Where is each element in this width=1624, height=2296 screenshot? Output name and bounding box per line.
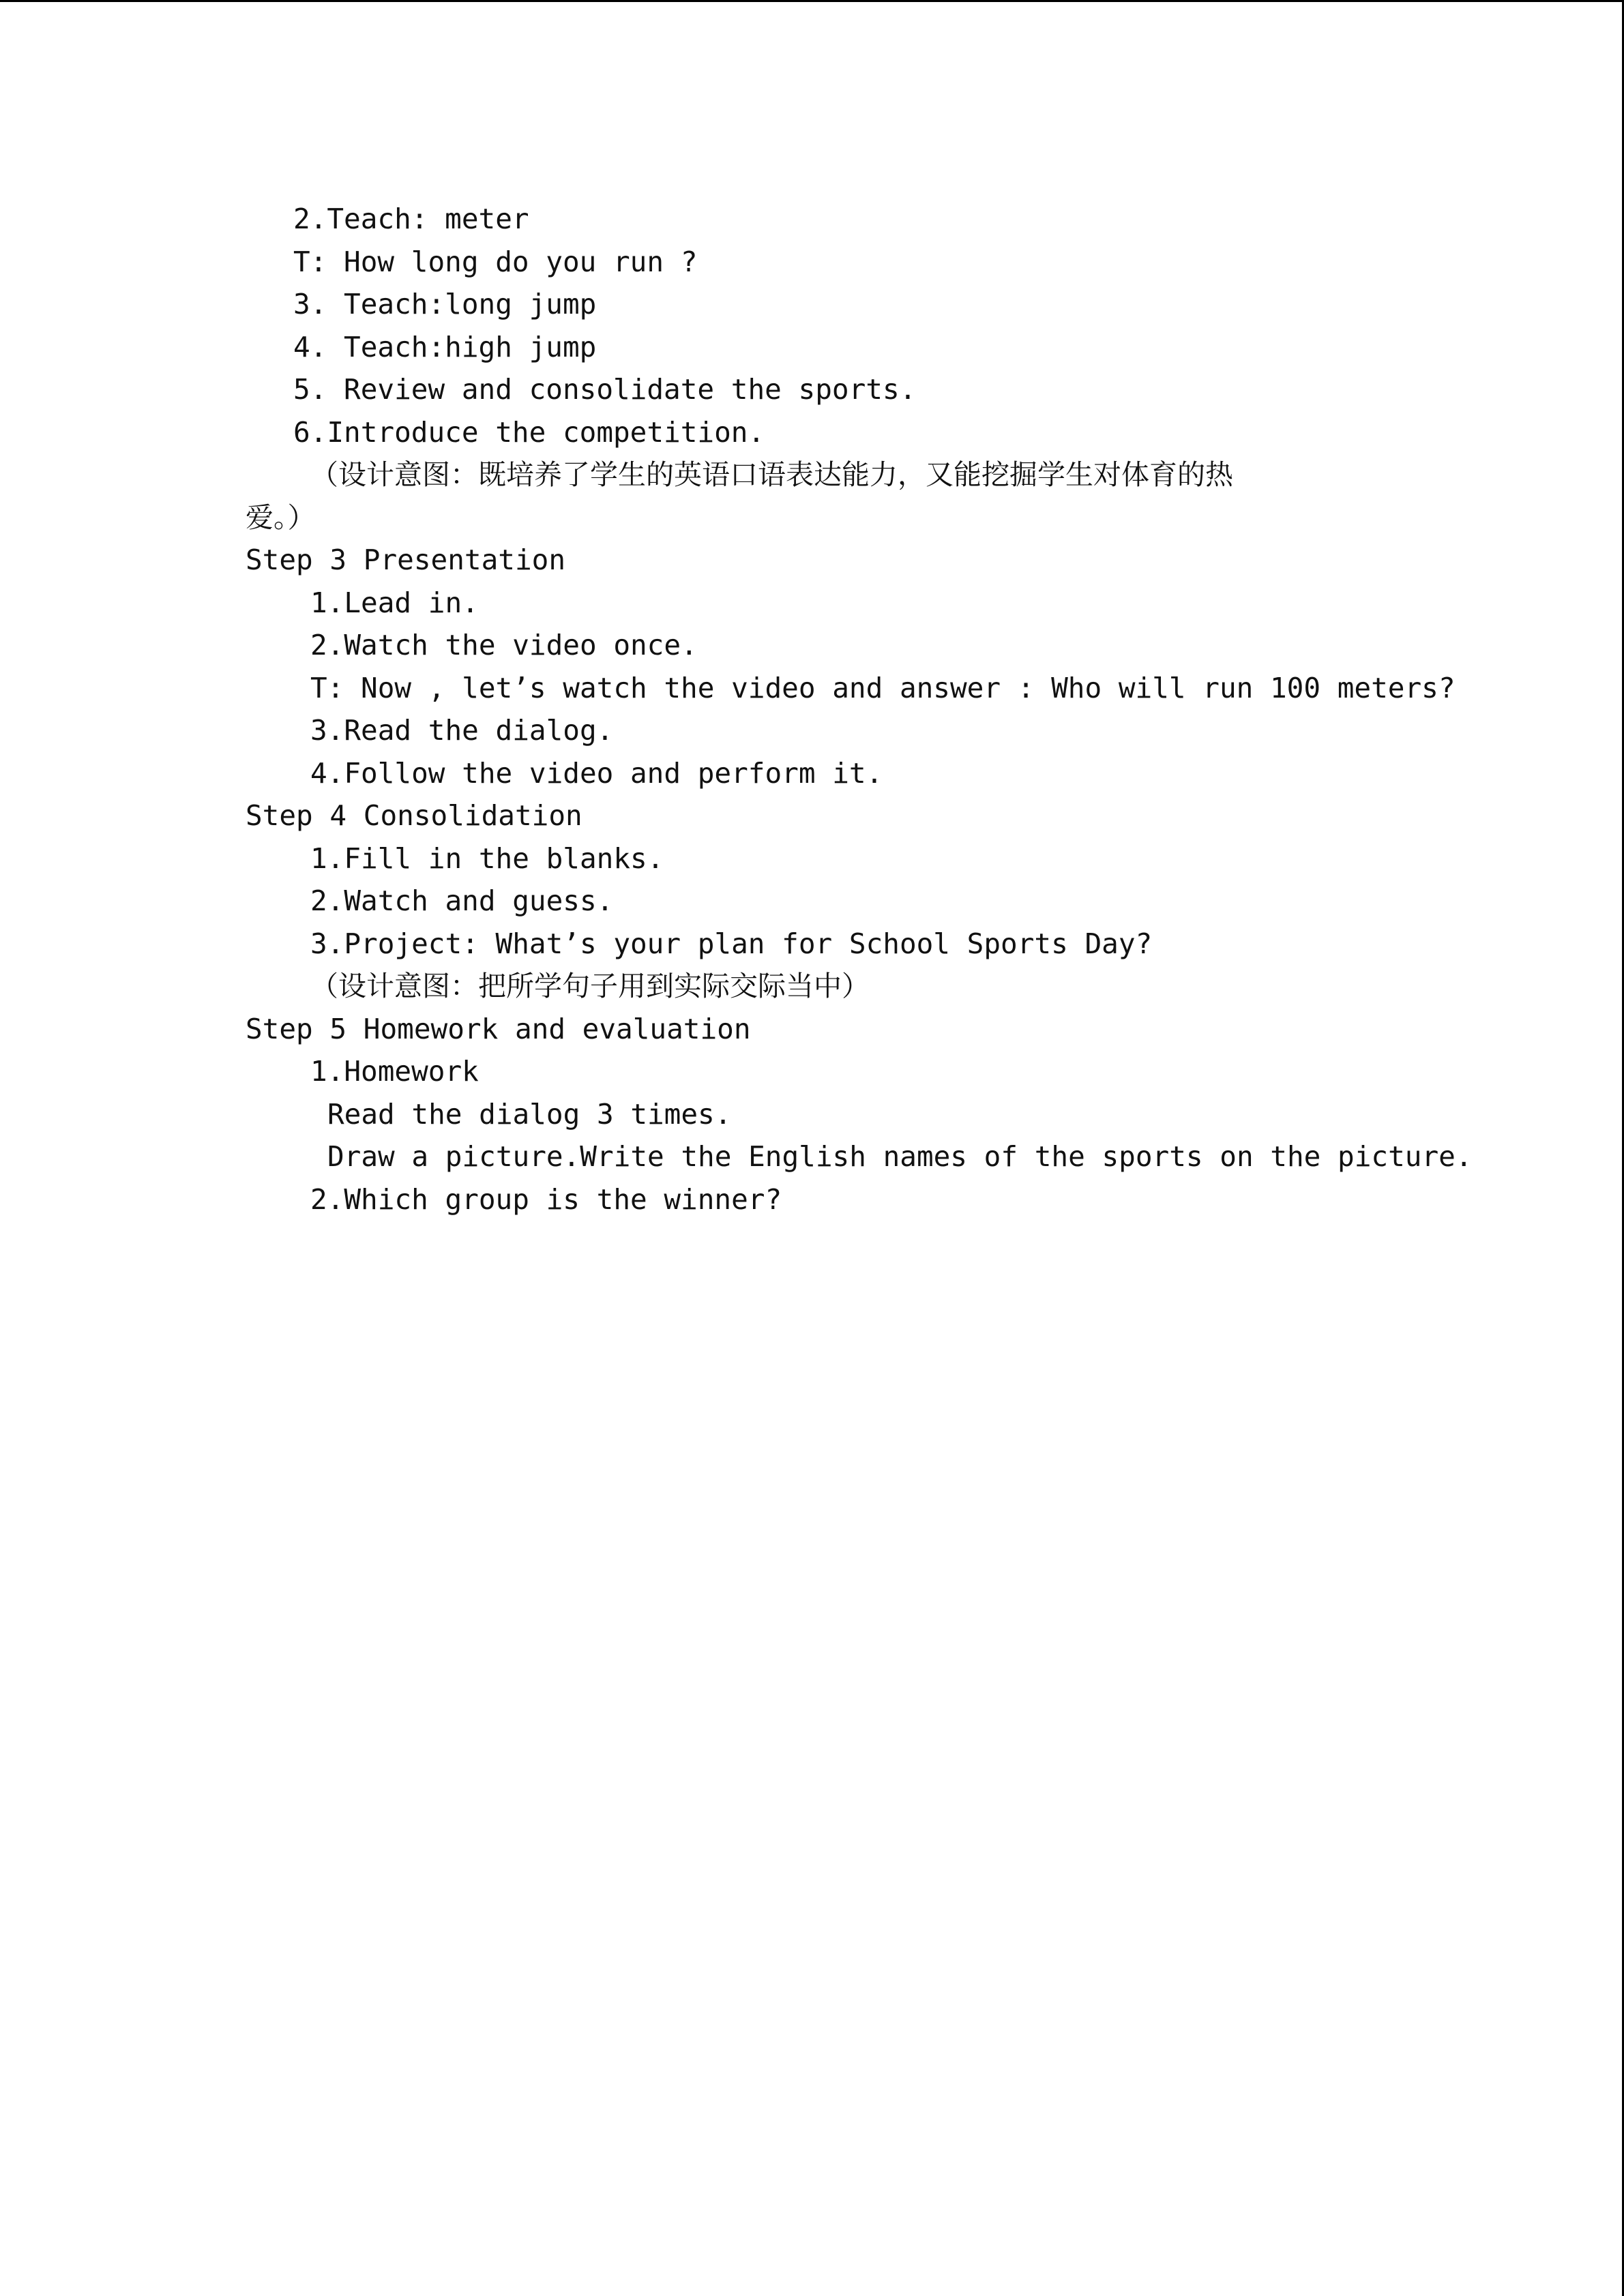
review-sports-line: 5. Review and consolidate the sports. [293, 373, 917, 406]
fill-blanks-line: 1.Fill in the blanks. [310, 842, 664, 875]
draw-picture-homework-line: Draw a picture.Write the English names of the sports on the picture. [327, 1140, 1473, 1173]
design-intent-consolidation-line: （设计意图：把所学句子用到实际交际当中） [310, 970, 870, 1002]
design-intent-line-1: （设计意图：既培养了学生的英语口语表达能力，又能挖掘学生对体育的热 [310, 458, 1233, 491]
project-line: 3.Project: What’s your plan for School Sports Day? [310, 927, 1153, 960]
lead-in-line: 1.Lead in. [310, 586, 479, 619]
step-5-heading: Step 5 Homework and evaluation [246, 1013, 751, 1045]
follow-video-line: 4.Follow the video and perform it. [310, 757, 883, 790]
introduce-competition-line: 6.Introduce the competition. [293, 416, 765, 449]
teach-high-jump-line: 4. Teach:high jump [293, 331, 597, 363]
teacher-question-line: T: How long do you run ? [293, 245, 698, 278]
step-4-heading: Step 4 Consolidation [246, 799, 582, 832]
teach-long-jump-line: 3. Teach:long jump [293, 288, 597, 320]
teacher-video-question-line: T: Now , let’s watch the video and answer : Who will run 100 meters? [310, 672, 1456, 704]
read-dialog-line: 3.Read the dialog. [310, 714, 614, 747]
step-3-heading: Step 3 Presentation [246, 543, 565, 576]
watch-guess-line: 2.Watch and guess. [310, 884, 614, 917]
watch-video-line: 2.Watch the video once. [310, 629, 698, 661]
teach-meter-line: 2.Teach: meter [293, 203, 529, 235]
homework-line: 1.Homework [310, 1055, 479, 1088]
read-dialog-homework-line: Read the dialog 3 times. [327, 1098, 732, 1131]
design-intent-line-2: 爱。） [246, 501, 316, 534]
winner-question-line: 2.Which group is the winner? [310, 1183, 782, 1216]
